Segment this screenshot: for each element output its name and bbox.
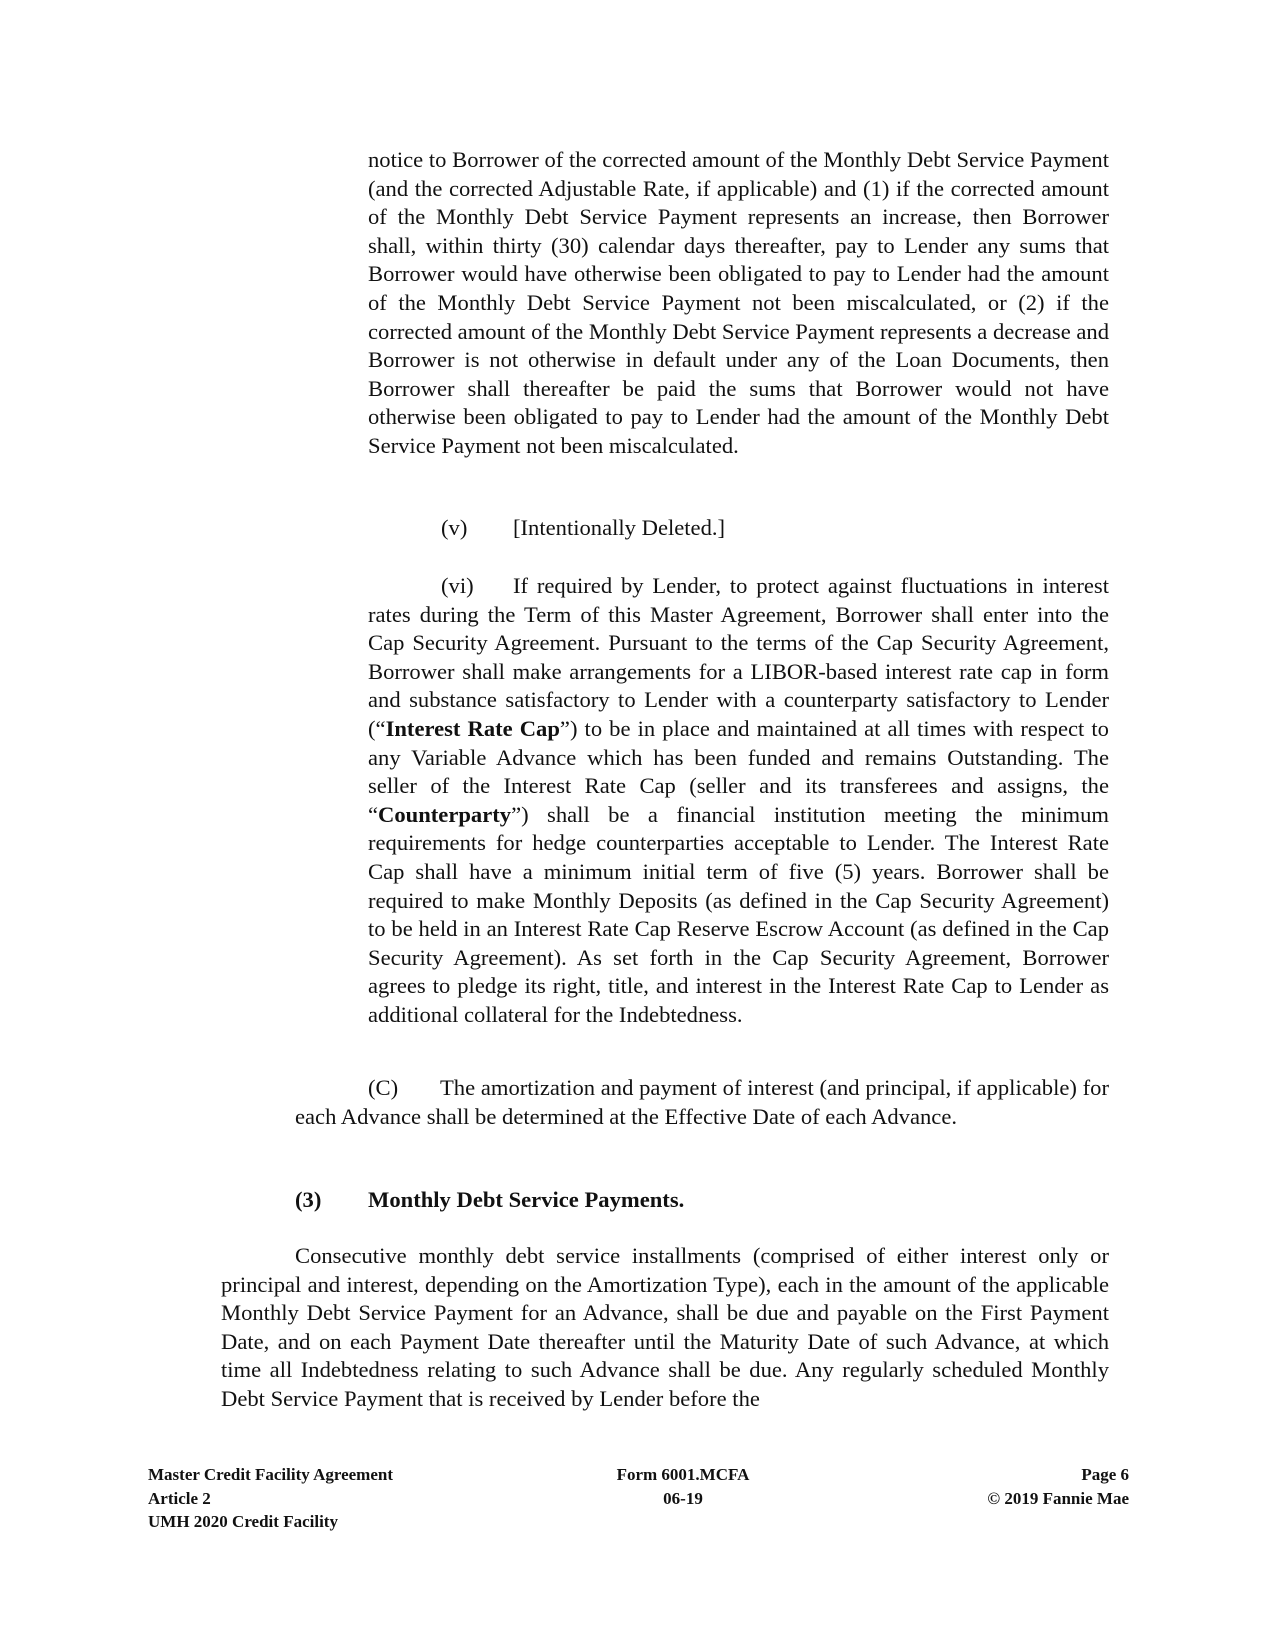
defined-term-counterparty: Counterparty [378, 801, 512, 827]
section-3-paragraph: Consecutive monthly debt service installments (comprised of either interest only or principal and interest, depending on the Amortization Type), each in the amount of the applicable Monthly Debt Service Payment for an Advance, shall be due and payable on the First Payment Date, and on each Payment Date thereafter until the Maturity Date of such Advance, at which time all Indebtedness relating to such Advance shall be due. Any regularly scheduled Monthly Debt Service Payment that is received by Lender before the [221, 1243, 1109, 1411]
item-c-label: (C) [368, 1075, 399, 1100]
footer-right [860, 1463, 1129, 1510]
section-3-number: (3) [295, 1187, 322, 1212]
item-vi-text-3: ”) shall be a financial institution meeting the minimum requirements for hedge counterparties acceptable to Lender. The Interest Rate Cap shall have a minimum initial term of five (5) years. Borrower shall be required to make Monthly Deposits (as defined in the Cap Security Agreement) to be held in an Interest Rate Cap Reserve Escrow Account (as defined in the Cap Security Agreement). As set forth in the Cap Security Agreement, Borrower agrees to pledge its right, title, and interest in the Interest Rate Cap to Lender as additional collateral for the Indebtedness. [368, 801, 1109, 1027]
footer-copyright: © 2019 Fannie Mae [987, 1488, 1129, 1508]
footer-article: Article 2 [148, 1488, 211, 1508]
footer-form-number: Form 6001.MCFA [616, 1465, 750, 1484]
defined-term-interest-rate-cap: Interest Rate Cap [385, 715, 560, 741]
item-vi-label: (vi) [441, 573, 474, 598]
footer-left [148, 1463, 508, 1534]
item-c-text: The amortization and payment of interest (and principal, if applicable) for each Advance shall be determined at the Effective Date of each Advance. [295, 1075, 1109, 1129]
footer-form-date: 06-19 [663, 1488, 703, 1508]
footer-center [563, 1463, 803, 1510]
section-3-title: Monthly Debt Service Payments. [368, 1187, 685, 1212]
item-vi-text-1: If required by Lender, to protect against fluctuations in interest rates during the Term of this Master Agreement, Borrower shall enter into the Cap Security Agreement. Pursuant to the terms of the Cap Security Agreement, Borrower shall make arrangements for a LIBOR-based interest rate cap in form and substance satisfactory to Lender with a counterparty satisfactory to Lender (“ [368, 573, 1109, 741]
footer-agreement-title: Master Credit Facility Agreement [148, 1465, 394, 1484]
item-v-label: (v) [441, 515, 468, 540]
item-v-text: [Intentionally Deleted.] [513, 515, 726, 540]
footer-page-number: Page 6 [1081, 1465, 1129, 1484]
footer-facility-name: UMH 2020 Credit Facility [148, 1512, 338, 1531]
continuation-paragraph: notice to Borrower of the corrected amount of the Monthly Debt Service Payment (and the corrected Adjustable Rate, if applicable) and (1) if the corrected amount of the Monthly Debt Service Payment represents an increase, then Borrower shall, within thirty (30) calendar days thereafter, pay to Lender any sums that Borrower would have otherwise been obligated to pay to Lender had the amount of the Monthly Debt Service Payment not been miscalculated, or (2) if the corrected amount of the Monthly Debt Service Payment represents a decrease and Borrower is not otherwise in default under any of the Loan Documents, then Borrower shall thereafter be paid the sums that Borrower would not have otherwise been obligated to pay to Lender had the amount of the Monthly Debt Service Payment not been miscalculated. [368, 147, 1109, 458]
item-vi-paragraph [368, 572, 1109, 1030]
item-vi-text-2: ”) to be in place and maintained at all times with respect to any Variable Advance which has been funded and remains Outstanding. The seller of the Interest Rate Cap (seller and its transferees and assigns, the “ [368, 715, 1109, 827]
item-c-paragraph [295, 1074, 1109, 1131]
